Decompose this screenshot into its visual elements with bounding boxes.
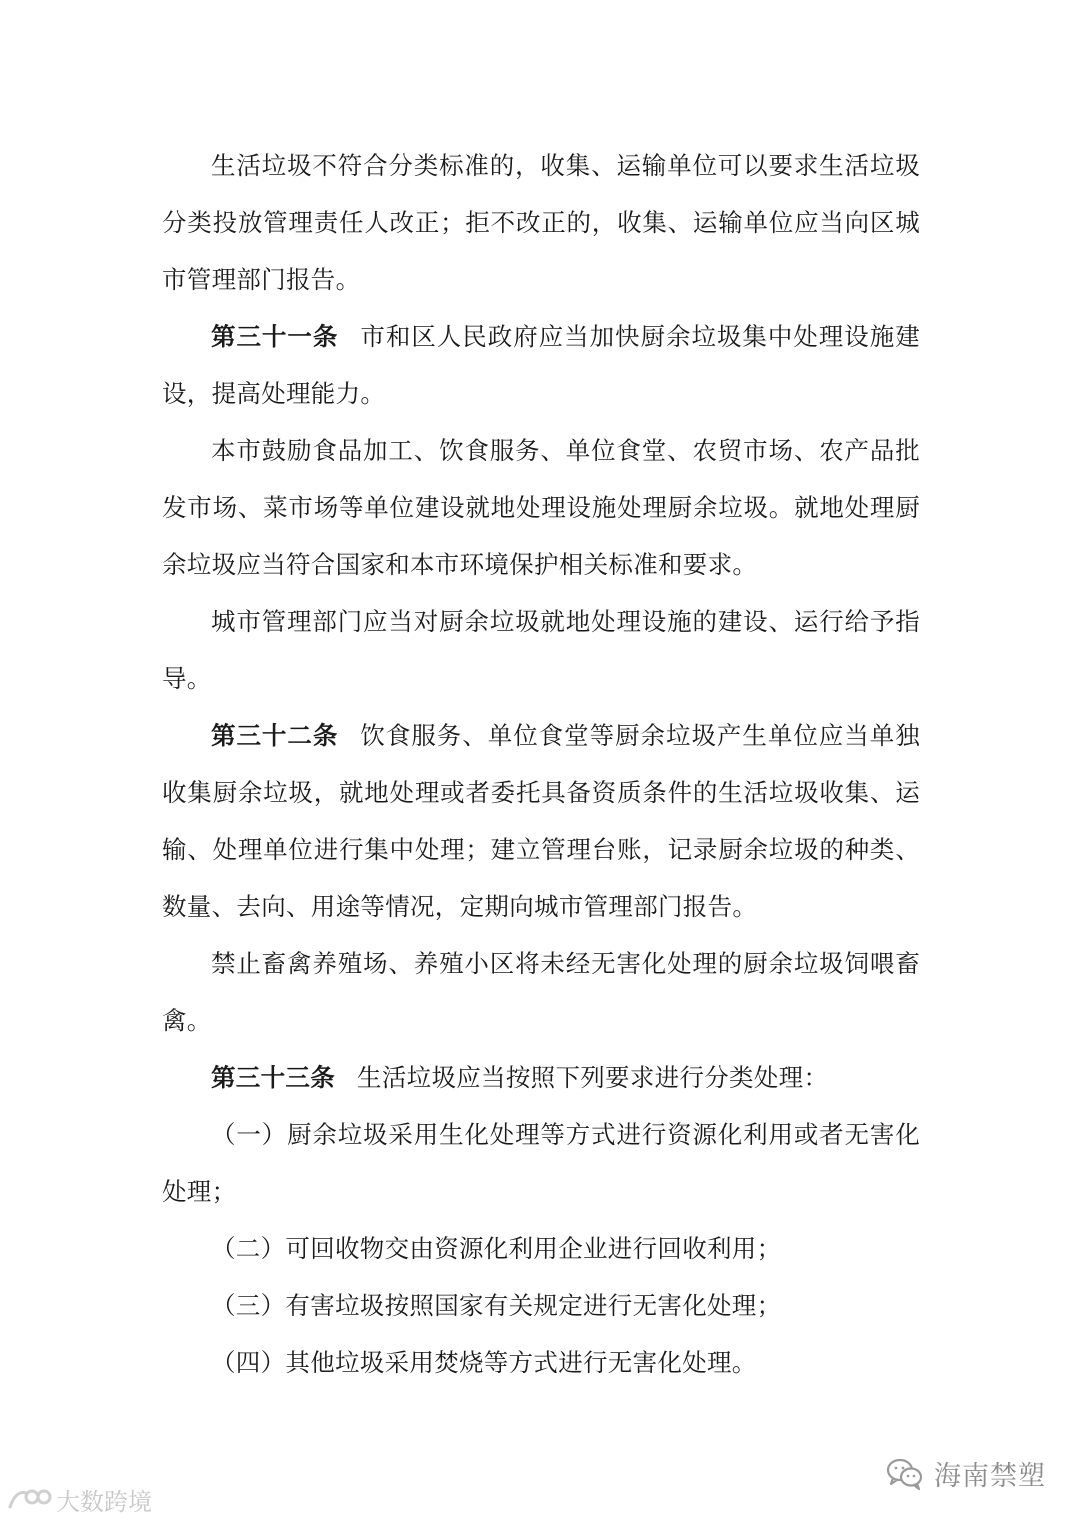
paragraph-10 xyxy=(162,1277,920,1334)
paragraph-text: （三）有害垃圾按照国家有关规定进行无害化处理； xyxy=(211,1291,782,1320)
watermark-right-text: 海南禁塑 xyxy=(934,1461,1046,1492)
paragraph-text: （一）厨余垃圾采用生化处理等方式进行资源化利用或者无害化处理； xyxy=(162,1120,920,1206)
paragraph-text: （四）其他垃圾采用焚烧等方式进行无害化处理。 xyxy=(211,1348,757,1377)
paragraph-text: 本市鼓励食品加工、饮食服务、单位食堂、农贸市场、农产品批发市场、菜市场等单位建设就地处理设施处理厨余垃圾。就地处理厨余垃圾应当符合国家和本市环境保护相关标准和要求。 xyxy=(162,436,920,579)
document-body xyxy=(162,137,920,1391)
paragraph-5 xyxy=(162,707,920,935)
paragraph-text: （二）可回收物交由资源化利用企业进行回收利用； xyxy=(211,1234,782,1263)
paragraph-3 xyxy=(162,422,920,593)
paragraph-11 xyxy=(162,1334,920,1391)
paragraph-text: 市和区人民政府应当加快厨余垃圾集中处理设施建设，提高处理能力。 xyxy=(162,322,920,408)
paragraph-text: 城市管理部门应当对厨余垃圾就地处理设施的建设、运行给予指导。 xyxy=(162,607,920,693)
article-number: 第三十一条 xyxy=(211,322,339,351)
paragraph-text: 禁止畜禽养殖场、养殖小区将未经无害化处理的厨余垃圾饲喂畜禽。 xyxy=(162,949,920,1035)
paragraph-8 xyxy=(162,1106,920,1220)
paragraph-4 xyxy=(162,593,920,707)
paragraph-9 xyxy=(162,1220,920,1277)
wechat-icon xyxy=(886,1457,924,1491)
paragraph-2 xyxy=(162,308,920,422)
article-number: 第三十二条 xyxy=(211,721,339,750)
paragraph-text: 饮食服务、单位食堂等厨余垃圾产生单位应当单独收集厨余垃圾，就地处理或者委托具备资质条件的生活垃圾收集、运输、处理单位进行集中处理；建立管理台账，记录厨余垃圾的种类、数量、去向、用途等情况，定期向城市管理部门报告。 xyxy=(162,721,920,921)
paragraph-text: 生活垃圾不符合分类标准的，收集、运输单位可以要求生活垃圾分类投放管理责任人改正；拒不改正的，收集、运输单位应当向区城市管理部门报告。 xyxy=(162,151,920,294)
paragraph-text: 生活垃圾应当按照下列要求进行分类处理： xyxy=(357,1063,829,1092)
paragraph-6 xyxy=(162,935,920,1049)
paragraph-1 xyxy=(162,137,920,308)
article-number: 第三十三条 xyxy=(211,1063,335,1092)
watermark-right xyxy=(886,1454,1046,1493)
watermark-left xyxy=(6,1482,152,1517)
dashuju-logo-icon xyxy=(6,1485,52,1515)
paragraph-7 xyxy=(162,1049,920,1106)
watermark-left-text: 大数跨境 xyxy=(56,1488,152,1516)
